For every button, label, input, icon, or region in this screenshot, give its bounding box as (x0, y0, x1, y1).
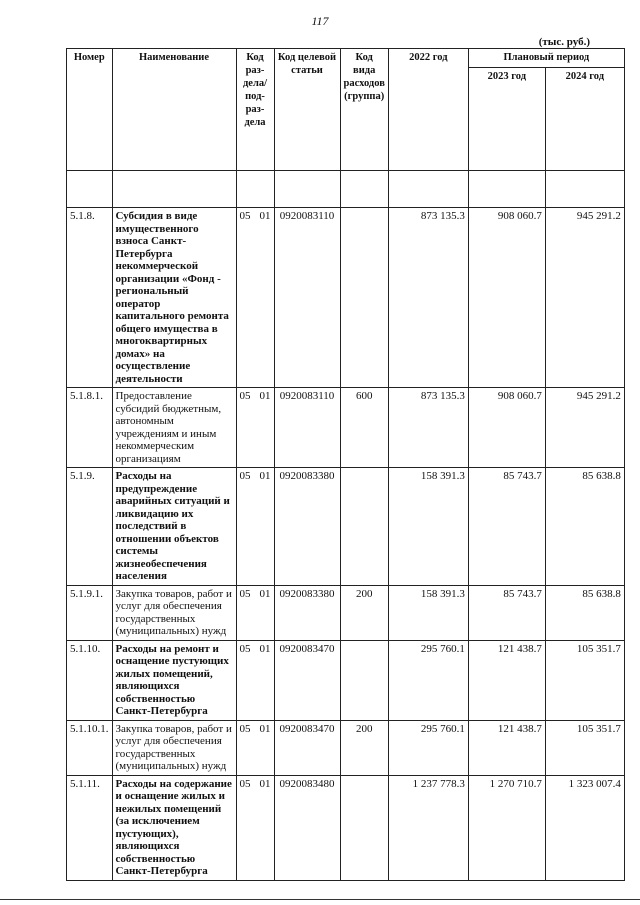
row-name: Закупка товаров, работ и услуг для обеспечения государственных (муниципальных) нужд (112, 720, 236, 775)
row-number: 5.1.8.1. (67, 388, 113, 468)
row-target-code: 0920083380 (274, 585, 340, 640)
row-section-code (236, 775, 274, 880)
row-value-2024: 85 638.8 (545, 468, 624, 586)
header-2023: 2023 год (468, 68, 545, 171)
table-row (67, 720, 625, 775)
table-spacer-row (67, 171, 625, 208)
row-number: 5.1.9.1. (67, 585, 113, 640)
row-section: 05 (239, 642, 251, 655)
row-subsection: 01 (259, 587, 271, 600)
row-target-code: 0920083380 (274, 468, 340, 586)
row-number: 5.1.10.1. (67, 720, 113, 775)
row-value-2024: 105 351.7 (545, 640, 624, 720)
page-number: 117 (311, 14, 329, 28)
row-value-2022: 295 760.1 (388, 640, 468, 720)
table-row (67, 468, 625, 586)
row-value-2023: 85 743.7 (468, 468, 545, 586)
row-value-2024: 945 291.2 (545, 388, 624, 468)
table-row (67, 640, 625, 720)
row-value-2022: 873 135.3 (388, 388, 468, 468)
header-expense-type: Код вида расходов (группа) (340, 49, 388, 171)
row-section: 05 (239, 722, 251, 735)
row-subsection: 01 (259, 642, 271, 655)
row-name: Закупка товаров, работ и услуг для обеспечения государственных (муниципальных) нужд (112, 585, 236, 640)
row-section-code (236, 468, 274, 586)
row-name: Предоставление субсидий бюджетным, автономным учреждениям и иным некоммерческим организациям (112, 388, 236, 468)
row-value-2023: 85 743.7 (468, 585, 545, 640)
row-target-code: 0920083110 (274, 388, 340, 468)
row-expense-type: 600 (340, 388, 388, 468)
row-section: 05 (239, 777, 251, 790)
row-value-2022: 295 760.1 (388, 720, 468, 775)
row-target-code: 0920083470 (274, 720, 340, 775)
row-value-2023: 1 270 710.7 (468, 775, 545, 880)
row-expense-type (340, 468, 388, 586)
row-value-2023: 121 438.7 (468, 640, 545, 720)
table-row (67, 585, 625, 640)
row-number: 5.1.9. (67, 468, 113, 586)
row-name: Расходы на содержание и оснащение жилых и нежилых помещений (за исключением пустующих), являющихся собственностью Санкт-Петербурга (112, 775, 236, 880)
header-name: Наименование (112, 49, 236, 171)
row-name: Расходы на предупреждение аварийных ситуаций и ликвидацию их последствий в отношении объектов системы жизнеобеспечения населения (112, 468, 236, 586)
row-section: 05 (239, 390, 251, 402)
row-value-2022: 158 391.3 (388, 468, 468, 586)
row-name: Субсидия в виде имущественного взноса Санкт-Петербурга некоммерческой организации «Фонд - региональный оператор капитального ремонта общего имущества в многоквартирных домах» на осуществление деятельности (112, 208, 236, 388)
page-bottom-rule (0, 899, 640, 900)
row-value-2024: 1 323 007.4 (545, 775, 624, 880)
row-section: 05 (239, 470, 251, 482)
header-plan-period: Плановый период (468, 49, 624, 68)
row-section-code (236, 720, 274, 775)
row-subsection: 01 (259, 470, 271, 482)
row-expense-type (340, 208, 388, 388)
row-target-code: 0920083480 (274, 775, 340, 880)
row-subsection: 01 (259, 722, 271, 735)
row-value-2022: 873 135.3 (388, 208, 468, 388)
row-section-code (236, 208, 274, 388)
row-target-code: 0920083470 (274, 640, 340, 720)
row-subsection: 01 (259, 777, 271, 790)
row-number: 5.1.8. (67, 208, 113, 388)
budget-table (66, 48, 625, 881)
row-number: 5.1.10. (67, 640, 113, 720)
row-expense-type: 200 (340, 585, 388, 640)
row-section-code (236, 640, 274, 720)
table-row (67, 775, 625, 880)
row-number: 5.1.11. (67, 775, 113, 880)
header-target-code: Код целевой статьи (274, 49, 340, 171)
header-section-code: Код раз-дела/ под-раз-дела (236, 49, 274, 171)
row-value-2023: 908 060.7 (468, 388, 545, 468)
row-value-2024: 945 291.2 (545, 208, 624, 388)
row-expense-type (340, 775, 388, 880)
row-expense-type: 200 (340, 720, 388, 775)
row-section: 05 (239, 587, 251, 600)
row-value-2022: 1 237 778.3 (388, 775, 468, 880)
row-value-2024: 85 638.8 (545, 585, 624, 640)
row-value-2022: 158 391.3 (388, 585, 468, 640)
row-section-code (236, 388, 274, 468)
header-number: Номер (67, 49, 113, 171)
table-row (67, 208, 625, 388)
row-section-code (236, 585, 274, 640)
table-row (67, 388, 625, 468)
row-value-2023: 121 438.7 (468, 720, 545, 775)
row-section: 05 (239, 210, 251, 222)
row-target-code: 0920083110 (274, 208, 340, 388)
header-2022: 2022 год (388, 49, 468, 171)
row-expense-type (340, 640, 388, 720)
row-subsection: 01 (259, 210, 271, 222)
header-2024: 2024 год (545, 68, 624, 171)
units-label: (тыс. руб.) (538, 36, 590, 48)
row-subsection: 01 (259, 390, 271, 402)
row-name: Расходы на ремонт и оснащение пустующих жилых помещений, являющихся собственностью Санкт-Петербурга (112, 640, 236, 720)
row-value-2023: 908 060.7 (468, 208, 545, 388)
row-value-2024: 105 351.7 (545, 720, 624, 775)
